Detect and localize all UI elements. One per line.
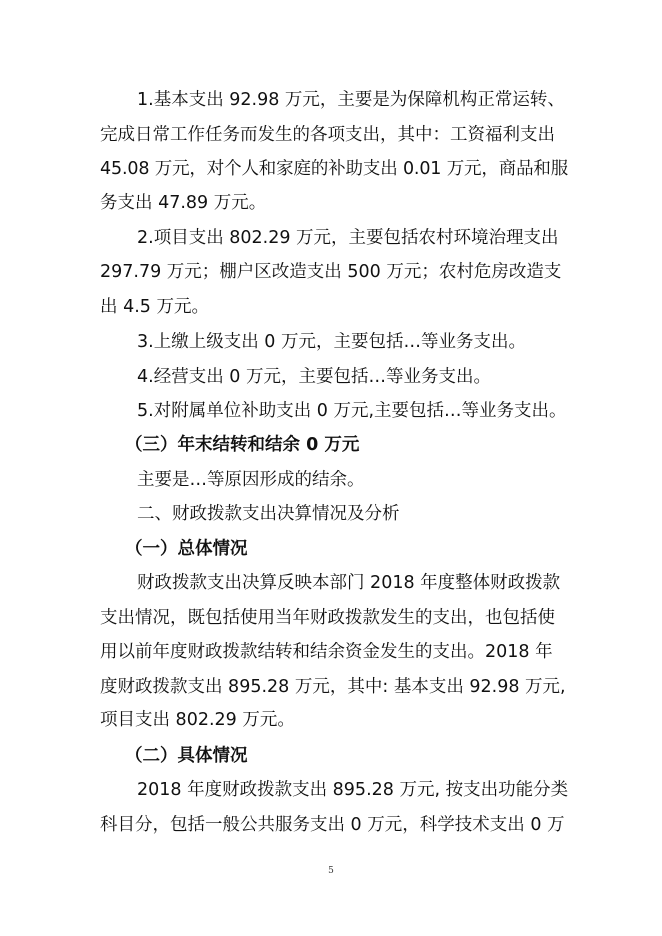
section-heading: （一）总体情况 (125, 539, 248, 559)
paragraph-line: 支出情况，既包括使用当年财政拨款发生的支出，也包括使 (100, 608, 555, 628)
section-heading: 二、财政拨款支出决算情况及分析 (137, 504, 400, 524)
paragraph-line: 4.经营支出 0 万元，主要包括…等业务支出。 (137, 367, 491, 387)
paragraph-line: 出 4.5 万元。 (100, 297, 209, 317)
page-number: 5 (328, 866, 334, 876)
section-heading: （二）具体情况 (125, 746, 248, 766)
paragraph-line: 用以前年度财政拨款结转和结余资金发生的支出。2018 年 (100, 642, 553, 662)
paragraph-line: 45.08 万元，对个人和家庭的补助支出 0.01 万元，商品和服 (100, 159, 569, 179)
paragraph-line: 5.对附属单位补助支出 0 万元,主要包括…等业务支出。 (137, 401, 567, 421)
paragraph-line: 务支出 47.89 万元。 (100, 193, 267, 213)
paragraph-line: 财政拨款支出决算反映本部门 2018 年度整体财政拨款 (137, 573, 561, 593)
paragraph-line: 项目支出 802.29 万元。 (100, 710, 295, 730)
paragraph-line: 2018 年度财政拨款支出 895.28 万元, 按支出功能分类 (137, 780, 569, 800)
paragraph-line: 完成日常工作任务而发生的各项支出，其中：工资福利支出 (100, 125, 555, 145)
paragraph-line: 2.项目支出 802.29 万元，主要包括农村环境治理支出 (137, 228, 559, 248)
paragraph-line: 主要是…等原因形成的结余。 (137, 470, 365, 490)
paragraph-line: 3.上缴上级支出 0 万元，主要包括…等业务支出。 (137, 332, 526, 352)
paragraph-line: 297.79 万元；棚户区改造支出 500 万元；农村危房改造支 (100, 262, 562, 282)
paragraph-line: 度财政拨款支出 895.28 万元，其中: 基本支出 92.98 万元, (100, 677, 566, 697)
paragraph-line: 科目分，包括一般公共服务支出 0 万元，科学技术支出 0 万 (100, 815, 565, 835)
paragraph-line: 1.基本支出 92.98 万元，主要是为保障机构正常运转、 (137, 90, 565, 110)
section-heading: （三）年末结转和结余 0 万元 (125, 435, 360, 455)
